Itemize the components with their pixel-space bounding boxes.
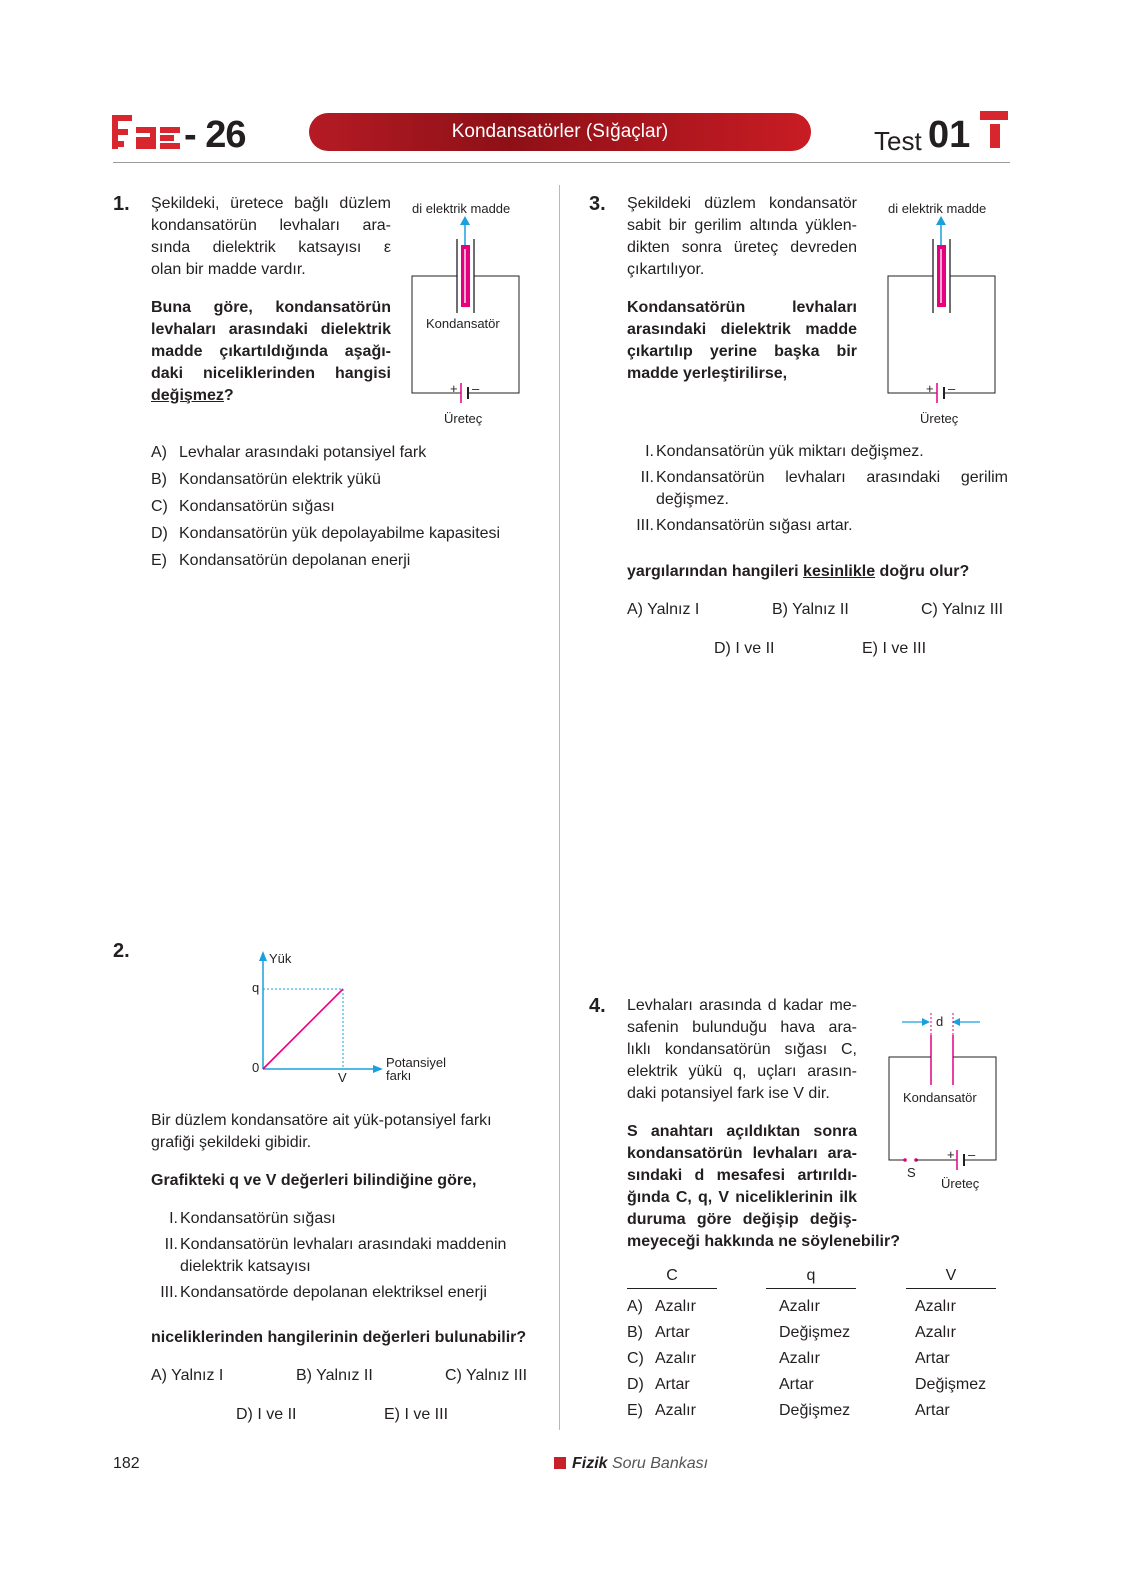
column-header-c: C xyxy=(666,1267,678,1284)
q4-option-a[interactable] xyxy=(627,1294,986,1320)
plus-sign: + xyxy=(926,381,934,396)
option-letter: B) xyxy=(627,1324,643,1341)
q4-stem-line: elektrik yükü q, uçları arasın- xyxy=(627,1063,857,1080)
option-c: Azalır xyxy=(655,1402,696,1419)
header-underline xyxy=(906,1288,996,1289)
q2-statements xyxy=(151,1208,551,1304)
q4-question-line: duruma göre değişip değiş- xyxy=(627,1211,857,1228)
page-number: 182 xyxy=(113,1455,140,1472)
statement-text: değişmez. xyxy=(656,491,729,508)
q3-option-b[interactable]: B) Yalnız II xyxy=(772,601,849,618)
test-label: Test xyxy=(874,126,922,156)
statement-number: III. xyxy=(636,517,654,534)
statement-text: Kondansatörün sığası xyxy=(180,1210,336,1227)
q4-circuit-diagram xyxy=(882,1005,1012,1200)
arrow-up-icon xyxy=(936,216,946,225)
y-axis-label: Yük xyxy=(269,951,292,966)
q2-statement xyxy=(151,1282,551,1304)
option-letter: E) xyxy=(151,552,167,569)
q3-circuit-diagram xyxy=(881,195,1011,435)
x-axis-label: Potansiyel xyxy=(386,1055,446,1070)
q1-question-line: madde çıkartıldığında aşağı- xyxy=(151,343,391,360)
header-rule xyxy=(113,162,1010,163)
q2-statement xyxy=(151,1208,551,1230)
option-letter: A) xyxy=(627,1298,643,1315)
option-text: Kondansatörün depolanan enerji xyxy=(179,552,411,569)
q3-dielectric-label: di elektrik madde xyxy=(888,201,987,216)
q1-capacitor-label: Kondansatör xyxy=(426,316,500,331)
option-letter: B) xyxy=(151,471,167,488)
q4-question xyxy=(627,1121,900,1253)
q4-question-line: S anahtarı açıldıktan sonra xyxy=(627,1123,857,1140)
q2-option-d[interactable]: D) I ve II xyxy=(236,1406,297,1423)
book-title xyxy=(554,1455,708,1473)
minus-sign: – xyxy=(472,381,480,396)
q3-question xyxy=(627,297,857,385)
q2-option-a[interactable]: A) Yalnız I xyxy=(151,1367,224,1384)
q4-option-e[interactable] xyxy=(627,1398,986,1424)
q1-question-line: levhaları arasındaki dielektrik xyxy=(151,321,391,338)
q3-option-c[interactable]: C) Yalnız III xyxy=(921,601,1004,618)
q3-question-line: arasındaki dielektrik madde xyxy=(627,321,857,338)
option-v: Değişmez xyxy=(915,1376,987,1393)
q3-question-line: çıkartılıp yerine başka bir xyxy=(627,343,857,360)
q3-number: 3. xyxy=(589,193,606,215)
option-c: Azalır xyxy=(655,1350,696,1367)
q2-stem-line: Bir düzlem kondansatöre ait yük-potansiyel farkı xyxy=(151,1112,492,1129)
statement-number: I. xyxy=(169,1210,178,1227)
q2-stem-line: grafiği şekildeki gibidir. xyxy=(151,1134,312,1151)
faz-logo xyxy=(112,113,182,151)
q3-stem-line: sabit bir gerilim altında yüklen- xyxy=(627,217,857,234)
q3-stem-line: Şekildeki düzlem kondansatör xyxy=(627,195,857,212)
q4-option-b[interactable] xyxy=(627,1320,986,1346)
q1-question-line: Buna göre, kondansatörün xyxy=(151,299,391,316)
statement-number: I. xyxy=(645,443,654,460)
origin-label: 0 xyxy=(252,1060,260,1075)
statement-number: II. xyxy=(164,1236,178,1253)
red-square-icon xyxy=(554,1457,566,1469)
q4-question-line: meyeceği hakkında ne söylenebilir? xyxy=(627,1233,900,1250)
option-c: Azalır xyxy=(655,1298,696,1315)
option-v: Azalır xyxy=(915,1298,956,1315)
q4-question-line: kondansatörün levhaları ara- xyxy=(627,1145,857,1162)
q2-number: 2. xyxy=(113,940,130,962)
option-letter: C) xyxy=(151,498,168,515)
statement-text: Kondansatörde depolanan elektriksel enerji xyxy=(180,1284,487,1301)
q2-statement xyxy=(151,1234,551,1256)
q3-battery-label: Üreteç xyxy=(920,411,959,426)
arrow-up-icon xyxy=(259,951,267,961)
q4-stem-line: safenin bulunduğu hava ara- xyxy=(627,1019,857,1036)
q1-keyword: değişmez xyxy=(151,387,224,404)
q2-stem xyxy=(151,1110,551,1154)
q1-question-line: daki niceliklerinden hangisi xyxy=(151,365,391,382)
q2-option-e[interactable]: E) I ve III xyxy=(384,1406,449,1423)
switch-contact xyxy=(903,1158,907,1162)
column-header-v: V xyxy=(945,1267,957,1284)
q1-question xyxy=(151,297,391,407)
q3-statement xyxy=(627,441,1008,463)
q-tick-label: q xyxy=(252,980,260,995)
statement-text: Kondansatörün levhaları arasındaki maddenin xyxy=(180,1236,507,1253)
q1-number: 1. xyxy=(113,193,130,215)
option-v: Artar xyxy=(915,1350,950,1367)
option-text: Levhalar arasındaki potansiyel fark xyxy=(179,444,427,461)
q1-options xyxy=(151,439,551,574)
option-letter: D) xyxy=(151,525,168,542)
q4-battery-label: Üreteç xyxy=(941,1176,980,1191)
q4-stem xyxy=(627,995,857,1105)
switch-label: S xyxy=(907,1165,916,1180)
option-q: Azalır xyxy=(779,1350,820,1367)
q-v-line xyxy=(263,989,343,1069)
q3-stem-line: dikten sonra üreteç devreden xyxy=(627,239,857,256)
q1-option-e[interactable] xyxy=(151,547,551,574)
q1-battery-label: Üreteç xyxy=(444,411,483,426)
q1-option-a[interactable] xyxy=(151,439,551,466)
q4-table-header xyxy=(627,1265,1008,1295)
statement-text: Kondansatörün yük miktarı değişmez. xyxy=(656,443,924,460)
q3-option-e[interactable]: E) I ve III xyxy=(862,640,927,657)
q4-stem-line: daki potansiyel fark ise V dir. xyxy=(627,1085,830,1102)
option-letter: C) xyxy=(627,1350,644,1367)
unit-number: - 26 xyxy=(184,114,246,156)
q4-capacitor-label: Kondansatör xyxy=(903,1090,977,1105)
q3-question-line: Kondansatörün levhaları xyxy=(627,299,857,316)
statement-number: III. xyxy=(160,1284,178,1301)
q4-stem-line: Levhaları arasında d kadar me- xyxy=(627,997,857,1014)
header-underline xyxy=(766,1288,856,1289)
q1-stem-line: kondansatörün levhaları ara- xyxy=(151,217,391,234)
q3-option-a[interactable]: A) Yalnız I xyxy=(627,601,700,618)
d-label: d xyxy=(936,1014,944,1029)
q3-question-line: madde yerleştirilirse, xyxy=(627,365,788,382)
option-text: Kondansatörün sığası xyxy=(179,498,335,515)
test-logo-icon xyxy=(980,111,1010,151)
statement-number: II. xyxy=(640,469,654,486)
v-tick-label: V xyxy=(338,1070,347,1085)
q4-options-table xyxy=(627,1294,986,1424)
option-q: Değişmez xyxy=(779,1402,851,1419)
q2-question: Grafikteki q ve V değerleri bilindiğine göre, xyxy=(151,1172,477,1189)
q3-keyword: kesinlikle xyxy=(803,563,876,580)
q3-statement xyxy=(627,515,1008,537)
option-v: Azalır xyxy=(915,1324,956,1341)
q3-statements xyxy=(627,441,1008,537)
q1-circuit-diagram xyxy=(405,195,535,435)
option-text: Kondansatörün elektrik yükü xyxy=(179,471,381,488)
q2-option-b[interactable]: B) Yalnız II xyxy=(296,1367,373,1384)
book-series: Soru Bankası xyxy=(607,1455,709,1472)
column-header-q: q xyxy=(806,1267,816,1284)
q1-stem-line: olan bir madde vardır. xyxy=(151,261,306,278)
q4-stem-line: lıklı kondansatörün sığası C, xyxy=(627,1041,857,1058)
option-letter: E) xyxy=(627,1402,643,1419)
option-q: Artar xyxy=(779,1376,814,1393)
option-q: Azalır xyxy=(779,1298,820,1315)
statement-text: dielektrik katsayısı xyxy=(180,1258,311,1275)
arrow-up-icon xyxy=(460,216,470,225)
minus-sign: – xyxy=(948,381,956,396)
book-subject: Fizik xyxy=(572,1455,608,1472)
q3-ask-text: doğru olur? xyxy=(875,563,970,580)
q1-stem xyxy=(151,193,391,281)
q1-option-b[interactable] xyxy=(151,466,551,493)
q2-option-c[interactable]: C) Yalnız III xyxy=(445,1367,528,1384)
header-underline xyxy=(627,1288,717,1289)
q4-number: 4. xyxy=(589,995,606,1017)
q2-ask: niceliklerinden hangilerinin değerleri bulunabilir? xyxy=(151,1329,527,1346)
option-q: Değişmez xyxy=(779,1324,851,1341)
minus-sign: – xyxy=(968,1147,976,1162)
q1-option-d[interactable] xyxy=(151,520,551,547)
x-axis-label: farkı xyxy=(386,1068,412,1083)
q4-question-line: ğında C, q, V niceliklerinin ilk xyxy=(627,1189,857,1206)
q3-statement xyxy=(627,467,1008,489)
option-letter: A) xyxy=(151,444,167,461)
plus-sign: + xyxy=(450,381,458,396)
option-text: Kondansatörün yük depolayabilme kapasitesi xyxy=(179,525,501,542)
q4-option-c[interactable] xyxy=(627,1346,986,1372)
q2-charge-voltage-graph xyxy=(245,945,465,1090)
option-v: Artar xyxy=(915,1402,950,1419)
statement-text: Kondansatörün sığası artar. xyxy=(656,517,853,534)
q3-ask xyxy=(627,561,969,583)
q3-stem-line: çıkartılıyor. xyxy=(627,261,705,278)
q1-stem-line: Şekildeki, üretece bağlı düzlem xyxy=(151,195,391,212)
plus-sign: + xyxy=(947,1147,955,1162)
q1-stem-line: sında dielektrik katsayısı ε xyxy=(151,239,391,256)
test-number: 01 xyxy=(928,114,971,156)
q4-option-d[interactable] xyxy=(627,1372,986,1398)
topic-banner: Kondansatörler (Sığaçlar) xyxy=(309,113,811,151)
statement-text: Kondansatörün levhaları arasındaki gerilim xyxy=(656,469,1008,486)
arrow-right-icon xyxy=(922,1018,930,1026)
q3-ask-text: yargılarından hangileri xyxy=(627,563,804,580)
q4-question-line: sındaki d mesafesi artırıldı- xyxy=(627,1167,857,1184)
option-letter: D) xyxy=(627,1376,644,1393)
q1-question-mark: ? xyxy=(223,387,234,404)
arrow-right-icon xyxy=(373,1065,383,1073)
q1-dielectric-label: di elektrik madde xyxy=(412,201,511,216)
column-divider xyxy=(559,185,560,1430)
q3-stem xyxy=(627,193,857,281)
q3-option-d[interactable]: D) I ve II xyxy=(714,640,775,657)
option-c: Artar xyxy=(655,1376,690,1393)
q1-option-c[interactable] xyxy=(151,493,551,520)
option-c: Artar xyxy=(655,1324,690,1341)
